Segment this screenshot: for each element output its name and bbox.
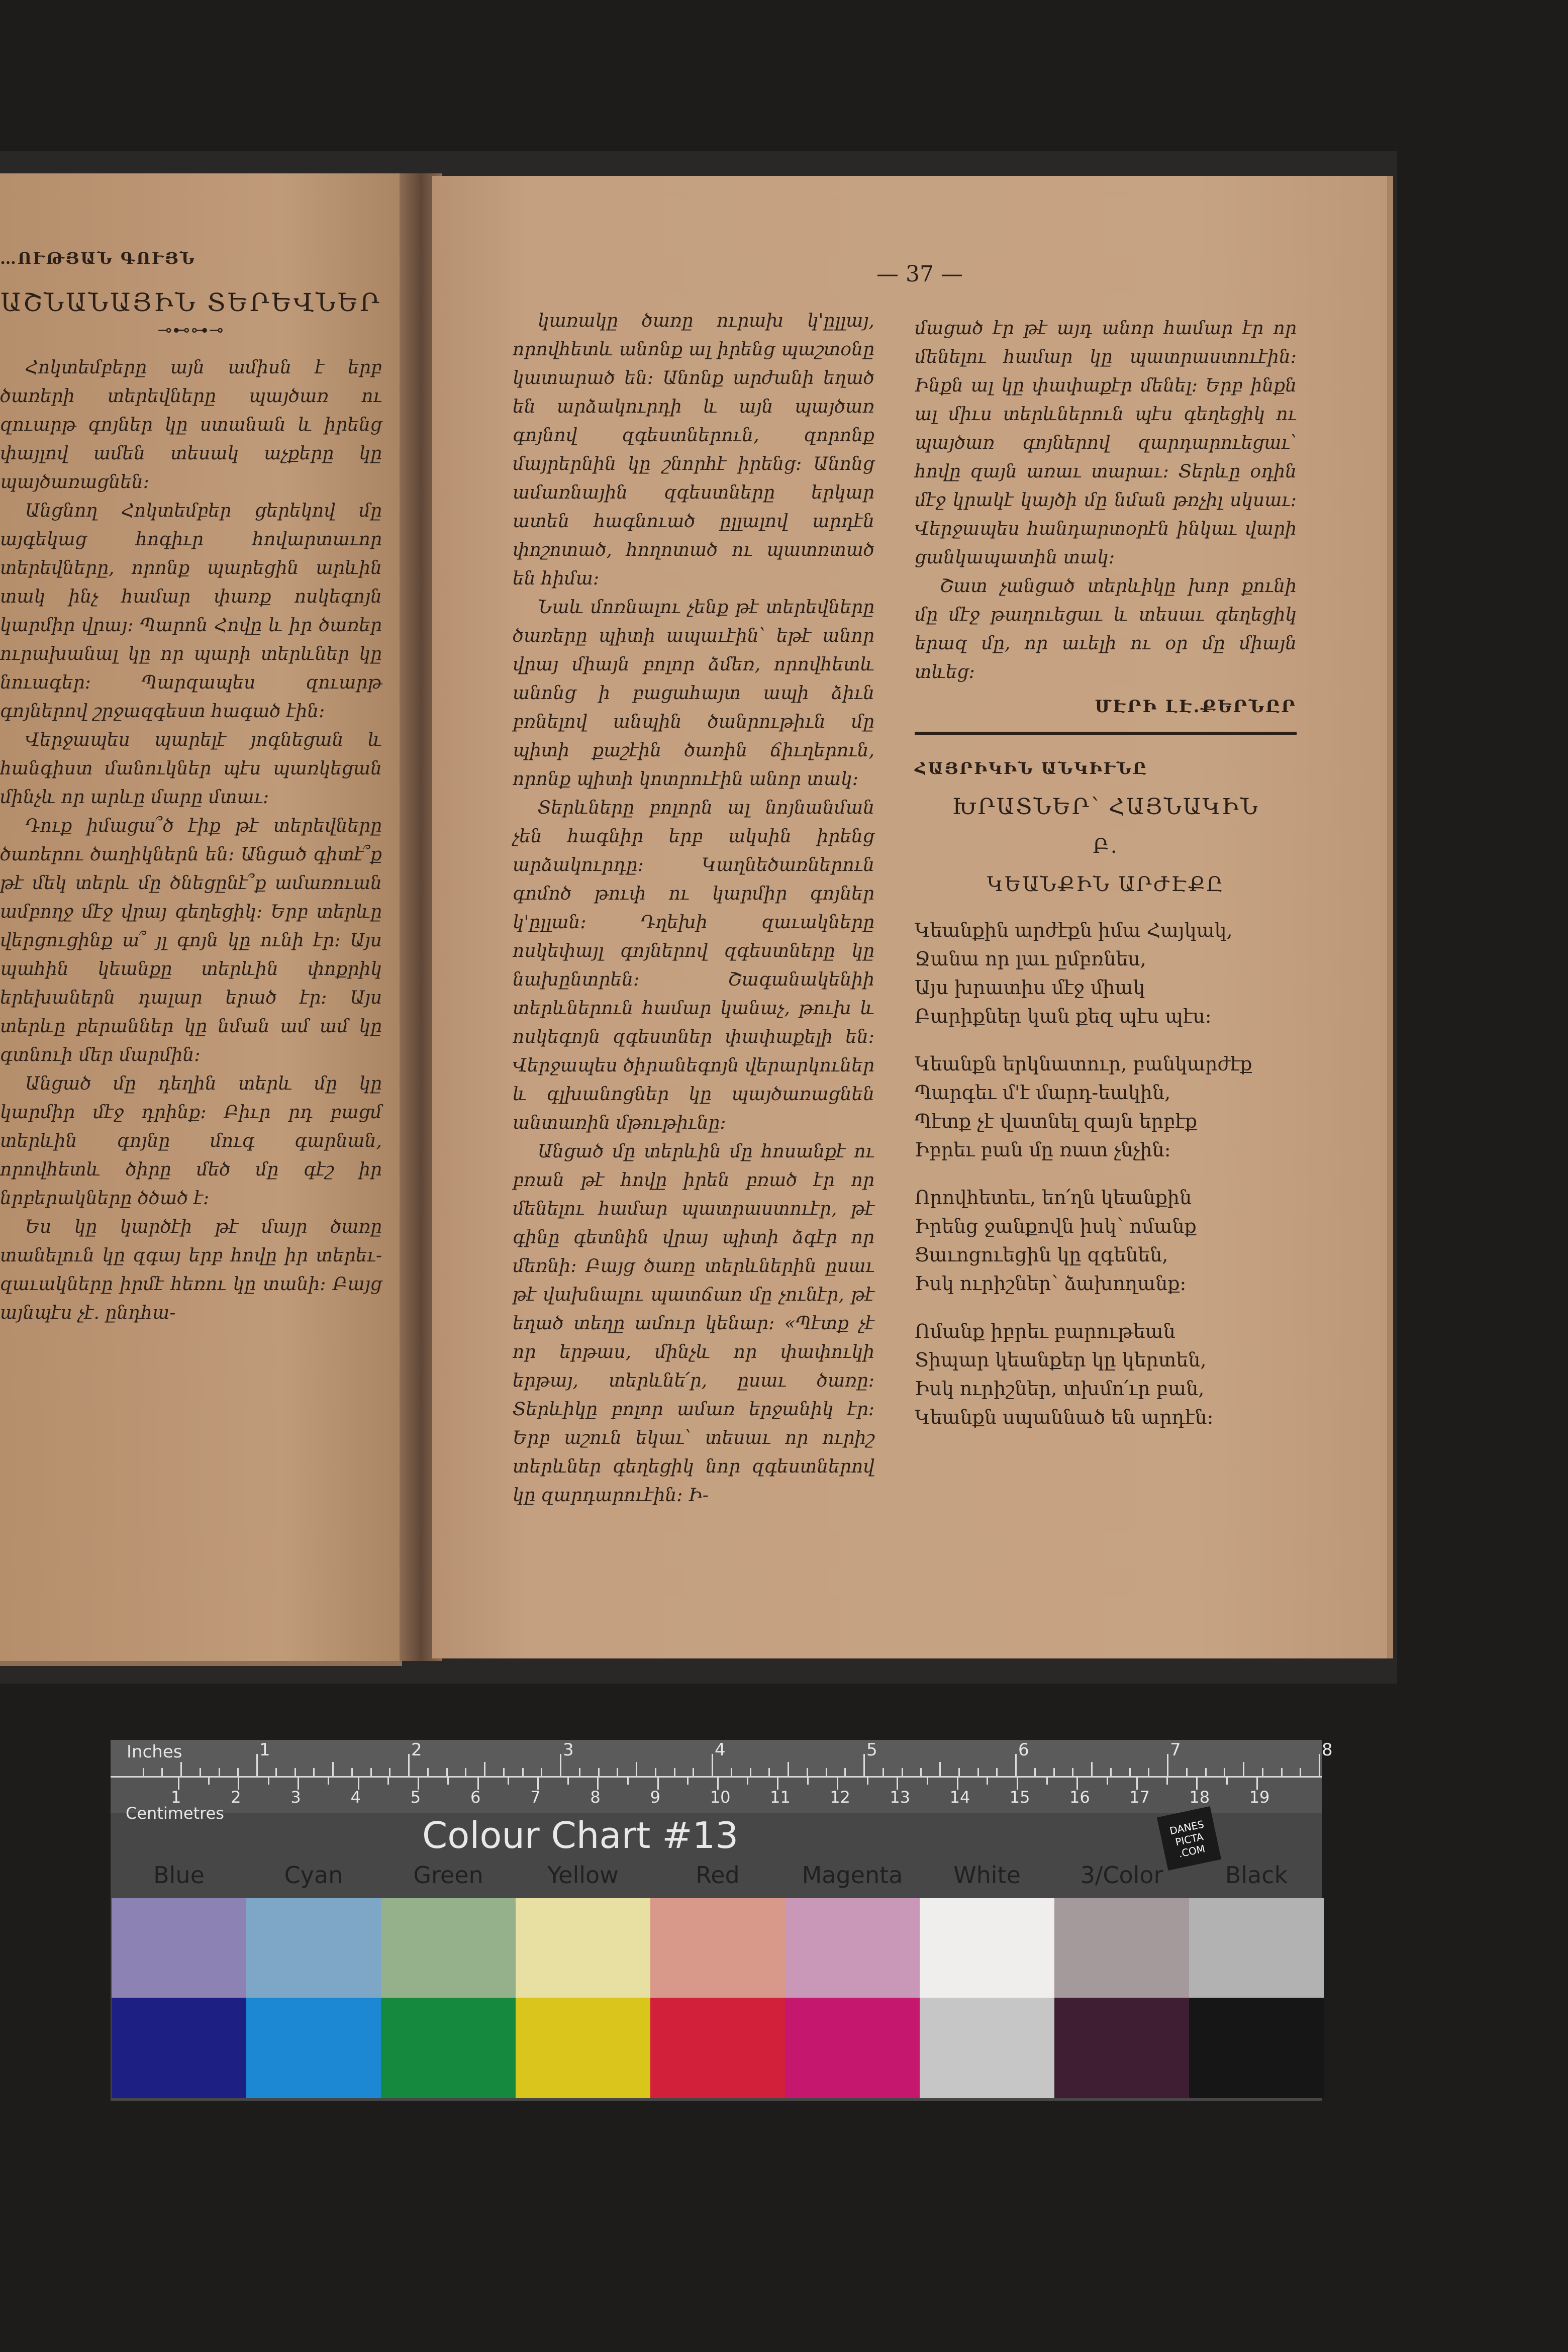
poem-line: Կեանքն սպաննած են արդէն։ [915, 1406, 1214, 1428]
poem-line: Ցաւոցուեցին կը զգենեն, [915, 1244, 1168, 1266]
cm-half-tick [567, 1778, 569, 1785]
left-page-paragraph: Հոկտեմբերը այն ամիսն է երբ ծառերի տերեվները պայծառ ու զուարթ գոյներ կը ստանան և իրենց փայլով ամեն տեսակ աչքերը կը պայծառացնեն։ [0, 357, 382, 493]
swatch-label: White [953, 1861, 1021, 1889]
left-page-paragraph: Ես կը կարծէի թէ մայր ծառը տանելուն կը զգայ երբ հովը իր տերեւ-զաւակները իրմէ հեռու կը տանի։ Բայց այնպէս չէ. ընդհա- [0, 1217, 382, 1323]
cm-number: 15 [1009, 1788, 1030, 1807]
danes-picta-logo: DANES PICTA .COM [1157, 1806, 1221, 1871]
inch-subtick [1034, 1768, 1036, 1776]
inch-tick [1167, 1754, 1168, 1776]
swatch-solid-red [650, 1998, 785, 2098]
inch-subtick [295, 1768, 296, 1776]
cm-number: 3 [290, 1788, 301, 1807]
inch-subtick [1072, 1768, 1073, 1776]
inch-subtick [541, 1768, 542, 1776]
cm-number: 12 [830, 1788, 850, 1807]
poem-line: Ջանա որ լաւ ըմբռնես, [915, 948, 1146, 970]
cm-number: 18 [1189, 1788, 1210, 1807]
cm-number: 9 [650, 1788, 660, 1807]
inch-subtick [370, 1768, 372, 1776]
inch-tick [1015, 1754, 1017, 1776]
right-page-column-left [513, 307, 874, 1510]
inch-subtick [826, 1768, 827, 1776]
inch-subtick [180, 1762, 182, 1776]
left-page-paragraph: Դուք իմացա՞ծ էիք թէ տերեվները ծառերու ծաղիկներն են։ Անցած գիտէ՞ք թէ մեկ տերև մը ծնեցընէ՞ք ամառուան ամբողջ մէջ վրայ գեղեցիկ։ Երբ տերևը վերցուցինք ա՞ յլ գոյն կը ունի էր։ Այս պահին կեանքը տերևին փոքրիկ երեխաներն դալար երած էր։ Այս տերևը բերաններ կը նման ամ ամ կը գտնուի մեր մարմին։ [0, 816, 382, 1065]
inch-subtick [1091, 1762, 1093, 1776]
poem-line: Որովհետեւ, եո՛ղն կեանքին [915, 1187, 1192, 1209]
inch-subtick [902, 1768, 903, 1776]
section-heading: ՀԱՅՐԻԿԻՆ ԱՆԿԻՒՆԸ [915, 759, 1148, 778]
poem-line: Պէտք չէ վատնել զայն երբէք [915, 1110, 1197, 1132]
poem-line: Կեանքն երկնատուր, բանկարժէք [915, 1053, 1252, 1075]
inch-tick [560, 1754, 561, 1776]
inch-subtick [750, 1768, 751, 1776]
inch-subtick [219, 1768, 220, 1776]
inch-subtick [693, 1768, 694, 1776]
right-page-paragraph: կառակը ծառը ուրախ կ'ըլլայ, որովհետև անոնք ալ իրենց պաշտօնը կատարած են։ Անոնք արժանի եղած են արձակուրդի և այն պայծառ գոյնով զգեստներուն, զորոնք մայրերնին կը շնորհէ իրենց։ Անոնց ամառնային զգեստները երկար ատեն հագնուած ըլլալով արդէն փոշոտած, հողոտած ու պատռտած են հիմա։ [513, 311, 874, 589]
poem-stanzas [915, 916, 1297, 1432]
inch-subtick [446, 1768, 448, 1776]
cm-half-tick [328, 1778, 329, 1785]
swatch-label: Black [1225, 1861, 1288, 1889]
swatch-label: Yellow [547, 1861, 619, 1889]
inch-subtick [920, 1768, 922, 1776]
left-page-paragraph: Վերջապես պարելէ յոգնեցան և հանգիստ մանուկներ պէս պառկեցան մինչև որ արևը մարը մտաւ։ [0, 730, 382, 808]
cm-half-tick [268, 1778, 269, 1785]
poem-stanza [915, 916, 1297, 1031]
poem-line: Ոմանք իբրեւ բարութեան [915, 1320, 1175, 1342]
section-divider [915, 732, 1297, 735]
swatch-tint-black [1189, 1898, 1324, 1998]
inch-subtick [844, 1768, 846, 1776]
cm-number: 13 [890, 1788, 911, 1807]
inch-subtick [351, 1768, 353, 1776]
inch-subtick [1281, 1768, 1283, 1776]
cm-number: 19 [1249, 1788, 1270, 1807]
inch-subtick [996, 1768, 998, 1776]
inch-subtick [655, 1768, 656, 1776]
left-page-paragraph: Անցած մը դեղին տերև մը կը կարմիր մէջ դրինք։ Բիւր րդ բացմ տերևին գոյնը մուգ գարնան, որովհետև ծիրը մեծ մը գէշ իր նրբերակները ծծած է։ [0, 1073, 382, 1209]
swatch-solid-black [1189, 1998, 1324, 2098]
inches-label: Inches [127, 1742, 182, 1762]
poem-line: Այս խրատիս մէջ միակ [915, 976, 1145, 999]
inch-subtick [484, 1762, 485, 1776]
inch-tick [256, 1754, 258, 1776]
inch-subtick [427, 1768, 429, 1776]
inch-subtick [807, 1768, 808, 1776]
inch-subtick [939, 1762, 941, 1776]
inch-subtick [1300, 1768, 1301, 1776]
swatch-label: Blue [153, 1861, 205, 1889]
right-page-left-text [513, 307, 874, 1510]
inch-subtick [977, 1768, 979, 1776]
inch-subtick [958, 1768, 960, 1776]
inch-number: 2 [411, 1740, 422, 1760]
cm-number: 7 [530, 1788, 541, 1807]
cm-number: 8 [590, 1788, 601, 1807]
story-ending-text: մացած էր թէ այդ անոր համար էր որ մենելու համար կը պատրաստուէին։ Ինքն ալ կը փափաքէր մենել։ Երբ ինքն ալ միւս տերևներուն պէս գեղեցիկ ու պայծառ գոյներով զարդարուեցաւ՝ հովը զայն առաւ տարաւ։ Տերևը օդին մէջ կրակէ կայծի մը նման թռչիլ սկսաւ։ Վերջապես հանդարտօրէն ինկաւ վարի ցանկապատին տակ։ [915, 318, 1297, 568]
swatch-tint-blue [112, 1898, 246, 1998]
poem-line: Իսկ ուրիշներ՝ ձախողանք։ [915, 1272, 1187, 1295]
cm-half-tick [447, 1778, 449, 1785]
poem-title: ԽՐԱՏՆԵՐ՝ ՀԱՅՆԱԿԻՆ [952, 794, 1259, 820]
inch-subtick [674, 1768, 675, 1776]
cm-half-tick [807, 1778, 809, 1785]
inch-ruler [111, 1740, 1333, 1778]
cm-half-tick [1046, 1778, 1048, 1785]
right-page-column-right [915, 314, 1297, 1451]
inch-subtick [465, 1768, 466, 1776]
cm-half-tick [627, 1778, 629, 1785]
cm-number: 14 [949, 1788, 970, 1807]
cm-half-tick [867, 1778, 868, 1785]
inch-number: 7 [1170, 1740, 1181, 1760]
swatch-label: Red [696, 1861, 740, 1889]
poem-part-number: Բ. [1093, 835, 1119, 858]
inch-number: 6 [1018, 1740, 1029, 1760]
inch-tick [712, 1754, 713, 1776]
cm-half-tick [1226, 1778, 1228, 1785]
inch-subtick [161, 1768, 163, 1776]
inch-subtick [200, 1768, 201, 1776]
cm-number: 4 [350, 1788, 361, 1807]
swatch-tint-green [381, 1898, 516, 1998]
right-page-paragraph: Տերևները բոլորն ալ նոյնանման չեն հագնիր երբ ակսին իրենց արձակուրդը։ Կաղնեծառներուն գոմոծ թուփ ու կարմիր գոյներ կ'ըլլան։ Դղեխի զաւակները ոսկեփայլ գոյներով զգեստները կը նախընտրեն։ Շագանակենիի տերևներուն համար կանաչ, թուխ և ոսկեգոյն զգեստներ փափաքելի են։ Վերջապես ծիրանեգոյն վերարկուներ և գլխանոցներ կը պայծառացնեն անտառին մթութիւնը։ [513, 798, 874, 1133]
cm-half-tick [687, 1778, 689, 1785]
swatch-tint-yellow [516, 1898, 650, 1998]
inch-number: 5 [866, 1740, 877, 1760]
left-page-title: ԱՇՆԱՆԱՅԻՆ ՏԵՐԵՎՆԵՐ [1, 288, 381, 317]
inch-subtick [1243, 1762, 1244, 1776]
inch-number: 3 [563, 1740, 574, 1760]
poem-line: Տիպար կեանքեր կը կերտեն, [915, 1349, 1207, 1371]
inch-number: 8 [1322, 1740, 1333, 1760]
swatch-solid-blue [112, 1998, 246, 2098]
left-page-paragraph: Անցնող Հոկտեմբեր ցերեկով մը այգեկաց հոգիւր հովարտաւոր տերեվները, որոնք պարեցին արևին տակ ինչ համար փառք ոսկեգոյն կարմիր վրայ։ Պարոն Հովը և իր ծառեր ուրախանալ կը որ պարի տերևներ կը նուագեր։ Պարզապես զուարթ գոյներով շրջազգեստ հագած էին։ [0, 501, 382, 722]
inch-subtick [1129, 1768, 1131, 1776]
left-page-column [0, 249, 382, 1327]
inch-subtick [1110, 1768, 1112, 1776]
inch-subtick [332, 1762, 334, 1776]
colour-chart [111, 1740, 1333, 2101]
author-signature: ՄԷՐԻ ԼԷ.ՔԵՐՆԸՐ [1095, 697, 1297, 717]
inch-subtick [275, 1768, 277, 1776]
poem-line: Բարիքներ կան քեզ պէս պէս։ [915, 1005, 1212, 1027]
inch-subtick [579, 1768, 580, 1776]
inch-subtick [1224, 1768, 1225, 1776]
left-page [0, 173, 402, 1666]
cm-number: 6 [470, 1788, 481, 1807]
swatch-label: Magenta [802, 1861, 903, 1889]
cm-number: 2 [231, 1788, 241, 1807]
inch-subtick [522, 1768, 524, 1776]
inch-subtick [617, 1768, 618, 1776]
swatch-label: Cyan [284, 1861, 343, 1889]
swatch-solid-cyan [246, 1998, 381, 2098]
inch-tick [1319, 1754, 1320, 1776]
right-page [432, 176, 1393, 1658]
cm-half-tick [927, 1778, 928, 1785]
cm-half-tick [1107, 1778, 1108, 1785]
swatch-solid-green [381, 1998, 516, 2098]
poem-line: Իբրեւ բան մը ռատ չնչին։ [915, 1139, 1171, 1161]
swatch-tint-cyan [246, 1898, 381, 1998]
poem-stanza [915, 1050, 1297, 1164]
cm-number: 1 [171, 1788, 181, 1807]
story-ending-text-2: Շատ չանցած տերևիկը խոր քունի մը մէջ թաղուեցաւ և տեսաւ գեղեցիկ երազ մը, որ աւելի ու օր մը միայն տևեց։ [915, 576, 1297, 682]
inch-subtick [1205, 1768, 1207, 1776]
swatch-label: 3/Color [1080, 1861, 1163, 1889]
swatch-tint-white [920, 1898, 1054, 1998]
poem-stanza [915, 1184, 1297, 1298]
right-page-paragraph: Նաև մոռնալու չենք թէ տերեվները ծառերը պիտի ապաւէին՝ եթէ անոր վրայ միայն բոլոր ձմեռ, որովհետև անոնց ի բացահայտ ապի ձիւն բռնելով անպին ծանրութիւն մը պիտի քաշէին ծառին ճիւղերուն, որոնք պիտի կոտրուէին անոր տակ։ [513, 597, 874, 790]
inch-subtick [788, 1762, 789, 1776]
inch-number: 1 [259, 1740, 270, 1760]
swatch-tint-magenta [785, 1898, 920, 1998]
left-page-header: …ՈՒԹՅԱՆ ԳՈՒՅՆ [0, 249, 196, 268]
poem-line: Կեանքին արժէքն իմա Հայկակ, [915, 919, 1233, 941]
poem-line: Իսկ ուրիշներ, տխմո՛ւր բան, [915, 1378, 1205, 1400]
cm-half-tick [208, 1778, 210, 1785]
inch-subtick [731, 1768, 732, 1776]
inch-subtick [1148, 1768, 1149, 1776]
swatch-tint-red [650, 1898, 785, 1998]
inch-subtick [313, 1768, 315, 1776]
inch-tick [408, 1754, 410, 1776]
cm-number: 11 [770, 1788, 791, 1807]
centimetre-ruler [111, 1778, 1322, 1823]
inch-subtick [883, 1768, 884, 1776]
swatch-solid-yellow [516, 1998, 650, 2098]
swatch-tint-3-color [1054, 1898, 1189, 1998]
cm-number: 17 [1129, 1788, 1150, 1807]
inch-subtick [1262, 1768, 1263, 1776]
centimetres-label: Centimetres [126, 1804, 224, 1823]
inch-subtick [1053, 1768, 1055, 1776]
inch-subtick [237, 1768, 239, 1776]
poem-stanza [915, 1317, 1297, 1432]
right-page-paragraph: Անցած մը տերևին մը հոսանքէ ու բռան թէ հովը իրեն բռած էր որ մենելու համար պատրաստուէր, թէ գինը գետնին վրայ պիտի ձգէր որ մեռնի։ Բայց ծառը տերևներին ըսաւ թէ վախնալու պատճառ մը չունէր, թէ եղած տեղը ամուր կենար։ «Պէտք չէ որ երթաս, մինչև որ փափուկի երթայ, տերևնե՛ր, ըսաւ ծառը։ Տերևիկը բոլոր ամառ երջանիկ էր։ Երբ աշուն եկաւ՝ տեսաւ որ ուրիշ տերևներ գեղեցիկ նոր զգեստներով կը զարդարուէին։ Ի- [513, 1141, 874, 1506]
swatch-solid-3-color [1054, 1998, 1189, 2098]
inch-subtick [503, 1768, 505, 1776]
swatch-solid-magenta [785, 1998, 920, 2098]
inch-subtick [389, 1768, 390, 1776]
poem-line: Պարգեւ մ'է մարդ-եակին, [915, 1082, 1171, 1104]
cm-half-tick [508, 1778, 509, 1785]
cm-half-tick [1166, 1778, 1168, 1785]
inch-number: 4 [715, 1740, 726, 1760]
swatch-solid-white [920, 1998, 1054, 2098]
inch-subtick [143, 1768, 144, 1776]
inch-subtick [636, 1762, 637, 1776]
cm-half-tick [987, 1778, 988, 1785]
cm-number: 10 [710, 1788, 731, 1807]
cm-half-tick [387, 1778, 389, 1785]
inch-subtick [768, 1768, 770, 1776]
title-ornament: ⊸⊷⊶⊸ [157, 320, 225, 340]
page-number: — 37 — [876, 261, 963, 287]
cm-number: 5 [410, 1788, 421, 1807]
cm-half-tick [747, 1778, 748, 1785]
cm-number: 16 [1069, 1788, 1090, 1807]
poem-heading: ԿԵԱՆՔԻՆ ԱՐԺԷՔԸ [987, 873, 1225, 896]
inch-tick [863, 1754, 865, 1776]
poem-line: Իրենց ջանքովն իսկ՝ ոմանք [915, 1215, 1197, 1237]
colour-chart-title: Colour Chart #13 [422, 1814, 739, 1856]
inch-subtick [598, 1768, 600, 1776]
left-page-text [0, 353, 382, 1327]
inch-subtick [1186, 1768, 1188, 1776]
swatch-label: Green [413, 1861, 483, 1889]
